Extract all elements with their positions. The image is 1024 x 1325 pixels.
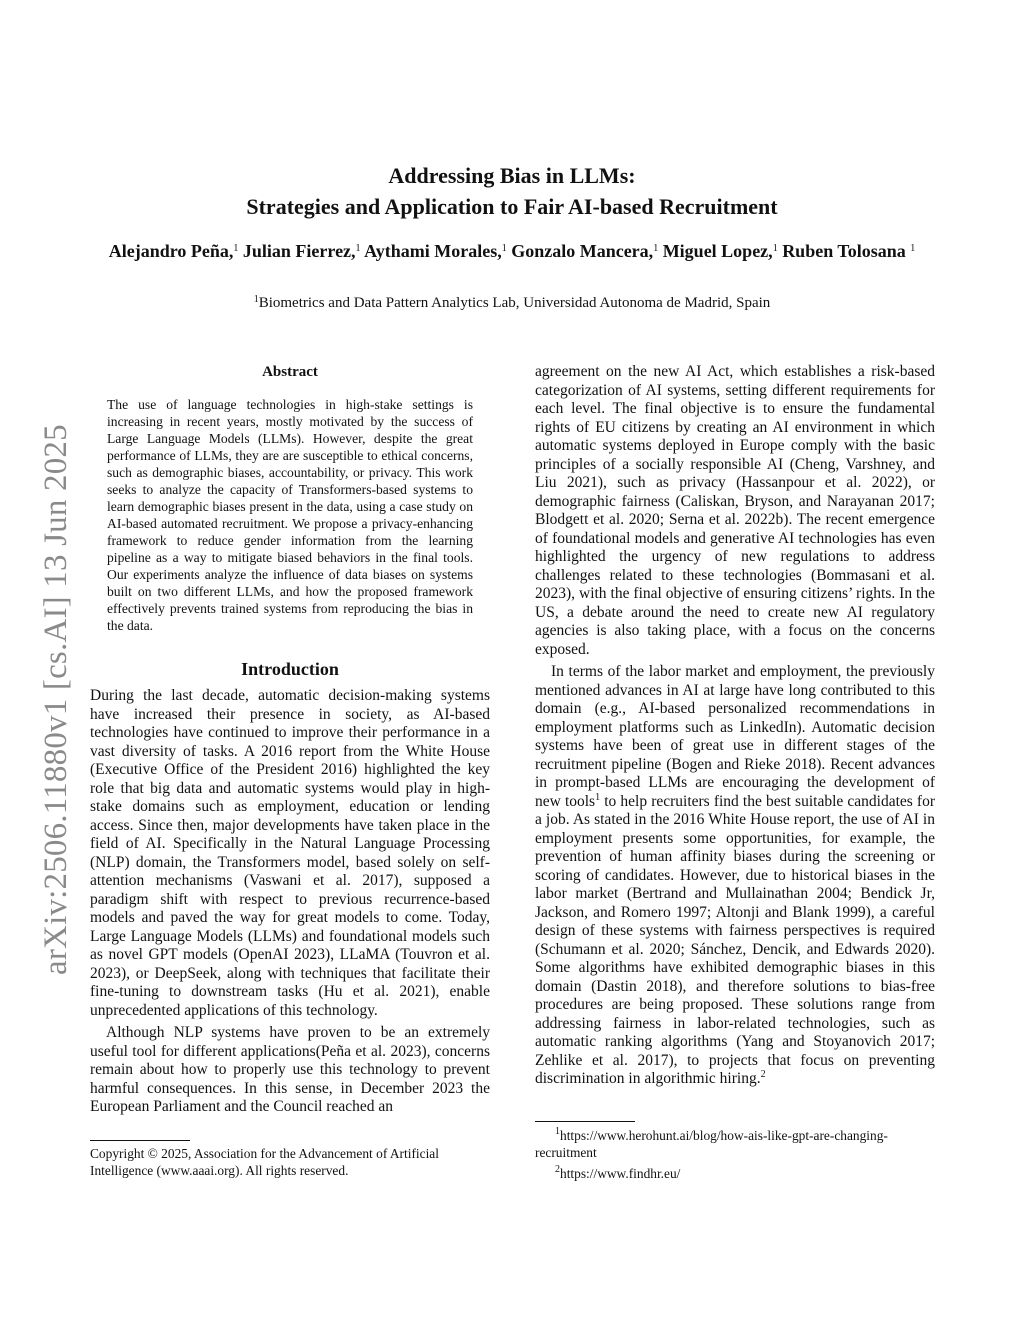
footnote-ref-1[interactable]: 1 (595, 791, 601, 803)
author: Alejandro Peña,$^1$ (108, 241, 239, 261)
footnote-item: $^1$https://www.herohunt.ai/blog/how-ais-like-gpt-are-changing-recruitment (535, 1126, 888, 1160)
intro-paragraph-1: During the last decade, automatic decision-making systems have increased their presence in society, as AI-based technologies have continued to improve their performance in a vast diversity of tasks. A 2016 report from the White House (Executive Office of the President 2016) highlighted the key role that big data and automatic systems would play in high-stake domains such as employment, education or lending access. Since then, major developments have taken place in the field of AI. Specifically in the Natural Language Processing (NLP) domain, the Transformers model, based solely on self-attention mechanisms (Vaswani et al. 2017), supposed a paradigm shift with respect to previous recurrence-based models and paved the way for great models to come. Today, Large Language Models (LLMs) and foundational models such as novel GPT models (OpenAI 2023), LLaMA (Touvron et al. 2023), or DeepSeek, along with techniques that facilitate their fine-tuning to downstream tasks (Hu et al. 2021), enable unprecedented applications of this technology. (90, 687, 490, 1019)
footnote-divider-left (90, 1140, 190, 1141)
author: Ruben Tolosana $^1$ (782, 241, 916, 261)
title-line-2: Strategies and Application to Fair AI-based Recruitment (246, 194, 778, 219)
right-paragraph-1: agreement on the new AI Act, which establishes a risk-based categorization of AI systems, setting different requirements for each level. The final objective is to ensure the fundamental rights of EU citizens by creating an AI environment in which automatic systems deployed in Europe comply with the basic principles of a socially responsible AI (Cheng, Varshney, and Liu 2021), such as privacy (Hassanpour et al. 2022), or demographic fairness (Caliskan, Bryson, and Narayanan 2017; Blodgett et al. 2020; Serna et al. 2022b). The recent emergence of foundational models and generative AI technologies has even highlighted the urgency of new regulations to address challenges related to these technologies (Bommasani et al. 2023), with the final objective of ensuring citizens’ rights. In the US, a debate around the need to create new AI regulatory agencies is also taking place, with a focus on the concerns exposed. (535, 363, 935, 658)
left-column-body (90, 687, 490, 1117)
footnote-link[interactable]: https://www.findhr.eu/ (560, 1166, 681, 1181)
arxiv-identifier-stamp[interactable]: arXiv:2506.11880v1 [cs.AI] 13 Jun 2025 (38, 424, 74, 975)
introduction-heading: Introduction (241, 659, 339, 679)
right-paragraph-2: In terms of the labor market and employment, the previously mentioned advances in AI at large have long contributed to this domain (e.g., AI-based personalized recommendations in employment platforms such as LinkedIn). Automatic decision systems have been of great use in different stages of the recruitment pipeline (Bogen and Rieke 2018). Recent advances in prompt-based LLMs are encouraging the development of new tools$^1$ to help recruiters find the best suitable candidates for a job. As stated in the 2016 White House report, the use of AI in employment presents some opportunities, for example, the prevention of human affinity biases during the screening or scoring of candidates. However, due to historical biases in the labor market (Bertrand and Mullainathan 2004; Bendick Jr, Jackson, and Romero 1997; Altonji and Blank 1999), a careful design of these systems with fairness perspectives is required (Schumann et al. 2020; Sánchez, Dencik, and Edwards 2020). Some algorithms have exhibited demographic biases in this domain (Dastin 2018), and therefore solutions to bias-free procedures are being proposed. These solutions range from addressing fairness in labor-related technologies, such as automatic ranking algorithms (Yang and Stoyanovich 2017; Zehlike et al. 2017), to projects that focus on preventing discrimination in algorithmic hiring.$^2$ (535, 663, 935, 1087)
intro-paragraph-2: Although NLP systems have proven to be an extremely useful tool for different applications(Peña et al. 2023), concerns remain about how to properly use this technology to prevent harmful consequences. In this sense, in December 2023 the European Parliament and the Council reached an (90, 1024, 490, 1115)
footnote-link[interactable]: https://www.herohunt.ai/blog/how-ais-like-gpt-are-changing-recruitment (535, 1128, 888, 1160)
author-list (100, 237, 924, 263)
abstract-heading: Abstract (262, 364, 318, 380)
paper-title (90, 160, 934, 222)
author: Miguel Lopez,$^1$ (662, 241, 778, 261)
footnotes (535, 1127, 935, 1186)
affiliation (90, 290, 934, 313)
right-column-body (535, 363, 935, 1089)
title-line-1: Addressing Bias in LLMs: (388, 163, 636, 188)
abstract-text: The use of language technologies in high-stake settings is increasing in recent years, mostly motivated by the success of Large Language Models (LLMs). However, despite the great performance of LLMs, they are are susceptible to ethical concerns, such as demographic biases, accountability, or privacy. This work seeks to analyze the capacity of Transformers-based systems to learn demographic biases present in the data, using a case study on AI-based automated recruitment. We propose a privacy-enhancing framework to reduce gender information from the learning pipeline as a way to mitigate biased behaviors in the final tools. Our experiments analyze the influence of data biases on systems built on two different LLMs, and how the proposed framework effectively prevents trained systems from reproducing the bias in the data. (107, 397, 473, 633)
author: Julian Fierrez,$^1$ (242, 241, 361, 261)
footnote-divider-right (535, 1121, 635, 1122)
author: Aythami Morales,$^1$ (364, 241, 507, 261)
affiliation-mark: 1 (253, 294, 259, 305)
author: Gonzalo Mancera,$^1$ (511, 241, 659, 261)
footnote-ref-2[interactable]: 2 (760, 1069, 766, 1080)
affiliation-text: Biometrics and Data Pattern Analytics Lab, Universidad Autonoma de Madrid, Spain (258, 295, 771, 311)
copyright-notice: Copyright © 2025, Association for the Advancement of Artificial Intelligence (www.aaai.org). All rights reserved. (90, 1146, 439, 1178)
footnote-item: $^2$https://www.findhr.eu/ (555, 1164, 681, 1181)
